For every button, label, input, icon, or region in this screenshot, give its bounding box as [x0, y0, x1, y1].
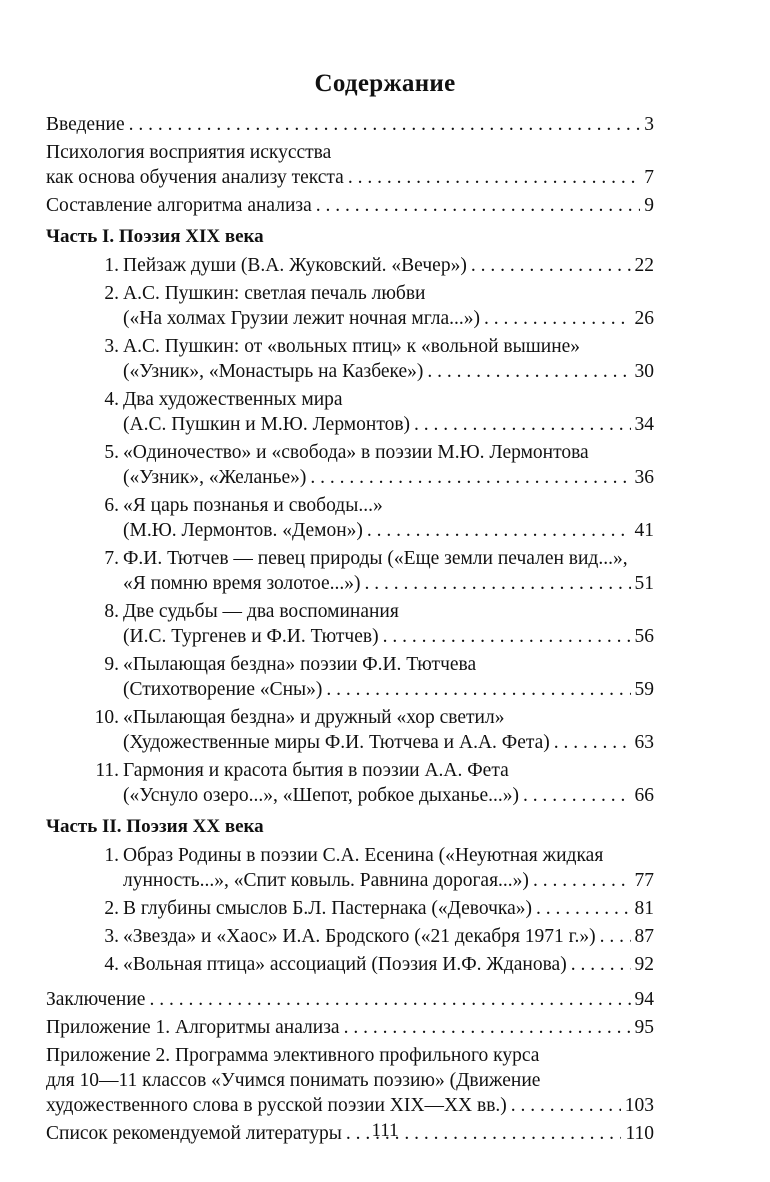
toc-entry-line: [104, 440, 654, 465]
toc-entry-line: [104, 546, 654, 571]
leader-dots: [348, 165, 640, 190]
toc-entry-line: [104, 387, 654, 412]
toc-entry-page: 26: [634, 308, 654, 329]
toc-entry-text: Приложение 1. Алгоритмы анализа: [46, 1017, 340, 1038]
toc-entry-line: [46, 112, 654, 137]
toc-entry-text: Приложение 2. Программа элективного профильного курса: [46, 1045, 540, 1066]
toc-entry-line: [123, 306, 654, 331]
toc-entry-text: Пейзаж души (В.А. Жуковский. «Вечер»): [123, 255, 467, 276]
toc-entry: [46, 1043, 654, 1118]
toc-entry-number: 3.: [104, 336, 119, 357]
toc-entry-line: [104, 334, 654, 359]
toc-entry-line: [104, 281, 654, 306]
leader-dots: [523, 783, 630, 808]
toc-entry-number: 2.: [104, 283, 119, 304]
toc-entry: [46, 334, 654, 384]
toc-entry-line: [123, 465, 654, 490]
toc-entry-text: (Стихотворение «Сны»): [123, 679, 323, 700]
leader-dots: [365, 571, 631, 596]
toc-entry: [46, 599, 654, 649]
toc-entry: [46, 924, 654, 949]
toc-entry-line: [46, 140, 654, 165]
page-number: 111: [371, 1120, 399, 1141]
leader-dots: [533, 868, 631, 893]
toc-entry-page: 63: [634, 732, 654, 753]
toc-entry-text: Введение: [46, 114, 125, 135]
toc-entry-text: Составление алгоритма анализа: [46, 195, 312, 216]
toc-entry: [46, 112, 654, 137]
toc-entry: [46, 387, 654, 437]
toc-entry-line: [46, 1043, 654, 1068]
toc-entry: [46, 705, 654, 755]
leader-dots: [511, 1093, 621, 1118]
toc-entry-text: («На холмах Грузии лежит ночная мгла...»): [123, 308, 481, 329]
toc-entry-page: 92: [634, 954, 654, 975]
toc-entry-text: художественного слова в русской поэзии XIX—XX вв.): [46, 1095, 507, 1116]
toc-entry: [46, 1015, 654, 1040]
toc-entry-page: 34: [634, 414, 654, 435]
toc-entry-text: («Уснуло озеро...», «Шепот, робкое дыханье...»): [123, 785, 520, 806]
toc-entry-text: для 10—11 классов «Учимся понимать поэзию» (Движение: [46, 1070, 541, 1091]
toc-entry: [46, 253, 654, 278]
toc-entry-line: [46, 1015, 654, 1040]
toc-entry-line: [123, 783, 654, 808]
toc-entry-line: [46, 1068, 654, 1093]
toc-entry-text: Список рекомендуемой литературы: [46, 1123, 342, 1144]
toc-entry-text: «Я помню время золотое...»): [123, 573, 361, 594]
toc-entry-line: [104, 896, 654, 921]
toc-entry-text: «Одиночество» и «свобода» в поэзии М.Ю. Лермонтова: [123, 442, 589, 463]
toc-entry-text: «Я царь познанья и свободы...»: [123, 495, 383, 516]
toc-entry-text: («Узник», «Желанье»): [123, 467, 307, 488]
toc-entry-text: Два художественных мира: [123, 389, 343, 410]
toc-entry-number: 11.: [95, 760, 119, 781]
toc-entry-number: 7.: [104, 548, 119, 569]
toc-entry-line: [123, 677, 654, 702]
toc-entry-line: [104, 599, 654, 624]
toc-entry-page: 41: [634, 520, 654, 541]
toc-entry-number: 5.: [104, 442, 119, 463]
leader-dots: [310, 465, 630, 490]
toc-entry-text: как основа обучения анализу текста: [46, 167, 344, 188]
toc-entry-page: 56: [634, 626, 654, 647]
toc-entry-line: [123, 359, 654, 384]
toc-entry-line: [46, 987, 654, 1012]
toc-entry-line: [104, 843, 654, 868]
toc-entry-number: 1.: [104, 255, 119, 276]
toc-entry: [46, 546, 654, 596]
toc-entry-line: [123, 571, 654, 596]
toc-entry-line: [46, 193, 654, 218]
toc-entry-text: (Художественные миры Ф.И. Тютчева и А.А. Фета): [123, 732, 550, 753]
toc-entry-page: 103: [624, 1095, 654, 1116]
leader-dots: [344, 1015, 631, 1040]
toc-entry-line: [46, 165, 654, 190]
toc-entry-text: лунность...», «Спит ковыль. Равнина дорогая...»): [123, 870, 529, 891]
toc-entry-text: (И.С. Тургенев и Ф.И. Тютчев): [123, 626, 379, 647]
toc-entry-page: 110: [625, 1123, 654, 1144]
leader-dots: [414, 412, 630, 437]
toc-entry-line: [104, 652, 654, 677]
toc-entry-page: 9: [644, 195, 654, 216]
toc-entry-number: 4.: [104, 954, 119, 975]
toc-entry-page: 36: [634, 467, 654, 488]
leader-dots: [600, 924, 631, 949]
toc-entry-text: («Узник», «Монастырь на Казбеке»): [123, 361, 424, 382]
leader-dots: [571, 952, 631, 977]
toc-entry-text: Две судьбы — два воспоминания: [123, 601, 399, 622]
page-title: Содержание: [314, 70, 456, 97]
toc-entry-text: А.С. Пушкин: от «вольных птиц» к «вольной вышине»: [123, 336, 581, 357]
toc-entry-text: «Звезда» и «Хаос» И.А. Бродского («21 декабря 1971 г.»): [123, 926, 596, 947]
section-heading-part2: Часть II. Поэзия XX века: [46, 816, 264, 837]
leader-dots: [316, 193, 640, 218]
leader-dots: [129, 112, 641, 137]
toc-entry-page: 95: [634, 1017, 654, 1038]
toc-entry: [46, 896, 654, 921]
toc-entry-line: [123, 412, 654, 437]
toc-entry-number: 1.: [104, 845, 119, 866]
toc-entry-text: Заключение: [46, 989, 146, 1010]
leader-dots: [149, 987, 630, 1012]
leader-dots: [427, 359, 630, 384]
toc-entry-page: 30: [634, 361, 654, 382]
toc-entry-page: 94: [634, 989, 654, 1010]
table-of-contents: [46, 112, 654, 1149]
toc-entry-text: (М.Ю. Лермонтов. «Демон»): [123, 520, 363, 541]
toc-entry-number: 6.: [104, 495, 119, 516]
toc-entry-page: 87: [634, 926, 654, 947]
toc-entry-text: «Пылающая бездна» поэзии Ф.И. Тютчева: [123, 654, 477, 675]
toc-entry-text: Ф.И. Тютчев — певец природы («Еще земли печален вид...»,: [123, 548, 628, 569]
toc-entry-text: «Вольная птица» ассоциаций (Поэзия И.Ф. Жданова): [123, 954, 567, 975]
leader-dots: [326, 677, 630, 702]
toc-entry-page: 7: [644, 167, 654, 188]
toc-entry-number: 3.: [104, 926, 119, 947]
leader-dots: [554, 730, 631, 755]
leader-dots: [484, 306, 630, 331]
toc-entry-text: «Пылающая бездна» и дружный «хор светил»: [123, 707, 505, 728]
toc-entry: [46, 281, 654, 331]
toc-entry-line: [95, 758, 654, 783]
leader-dots: [367, 518, 631, 543]
toc-entry-line: [123, 624, 654, 649]
toc-entry-text: (А.С. Пушкин и М.Ю. Лермонтов): [123, 414, 411, 435]
toc-entry-line: [46, 1093, 654, 1118]
toc-entry-page: 81: [634, 898, 654, 919]
toc-entry-number: 8.: [104, 601, 119, 622]
toc-entry-line: [104, 493, 654, 518]
toc-entry: [46, 140, 654, 190]
toc-entry-text: Психология восприятия искусства: [46, 142, 332, 163]
toc-entry: [46, 193, 654, 218]
toc-entry-text: Гармония и красота бытия в поэзии А.А. Фета: [123, 760, 509, 781]
toc-entry-line: [123, 518, 654, 543]
toc-entry-number: 9.: [104, 654, 119, 675]
toc-entry: [46, 758, 654, 808]
toc-entry-text: В глубины смыслов Б.Л. Пастернака («Девочка»): [123, 898, 533, 919]
toc-entry-text: А.С. Пушкин: светлая печаль любви: [123, 283, 426, 304]
toc-entry: [46, 987, 654, 1012]
toc-entry-page: 77: [634, 870, 654, 891]
toc-entry-line: [104, 924, 654, 949]
toc-entry-page: 66: [634, 785, 654, 806]
toc-entry-text: Образ Родины в поэзии С.А. Есенина («Неуютная жидкая: [123, 845, 604, 866]
toc-entry-number: 4.: [104, 389, 119, 410]
toc-entry-line: [94, 705, 654, 730]
toc-entry-page: 51: [634, 573, 654, 594]
toc-entry-line: [123, 868, 654, 893]
toc-entry-page: 3: [644, 114, 654, 135]
leader-dots: [471, 253, 631, 278]
toc-entry-line: [104, 253, 654, 278]
toc-entry: [46, 843, 654, 893]
toc-entry-number: 10.: [94, 707, 119, 728]
section-heading-part1: Часть I. Поэзия XIX века: [46, 226, 264, 247]
toc-entry: [46, 493, 654, 543]
leader-dots: [383, 624, 631, 649]
toc-entry-page: 59: [634, 679, 654, 700]
toc-entry-page: 22: [634, 255, 654, 276]
toc-entry: [46, 952, 654, 977]
toc-entry-line: [123, 730, 654, 755]
toc-entry-line: [104, 952, 654, 977]
leader-dots: [536, 896, 630, 921]
toc-entry: [46, 652, 654, 702]
toc-entry: [46, 440, 654, 490]
toc-entry-number: 2.: [104, 898, 119, 919]
